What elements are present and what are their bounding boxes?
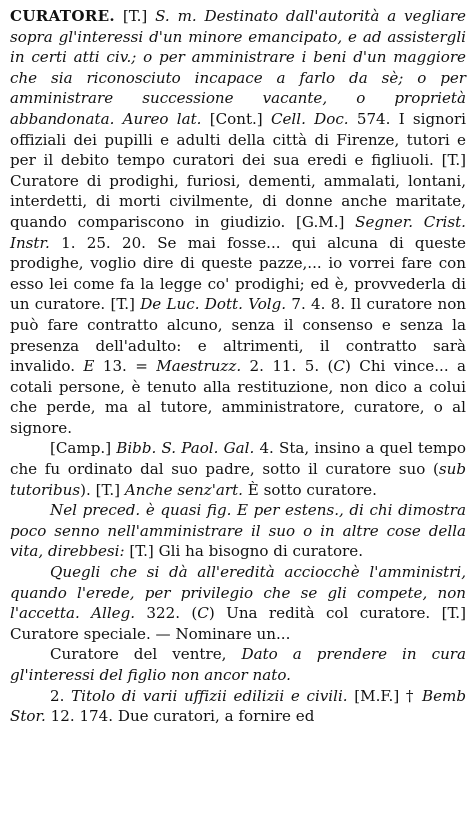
italic-text-run: Dato a prendere in cura gl'interessi del figlio non ancor nato. <box>10 645 467 684</box>
italic-text-run: sub tutoribus <box>10 460 466 499</box>
entry-inheritance-paragraph <box>10 562 466 644</box>
text-run: ). [T.] <box>80 480 125 499</box>
text-run: 7. 4. 8. Il curatore non può fare contratto alcuno, senza il consenso e senza la presenza dell'adulto: e altrimenti, il contratto sarà invalido. <box>10 295 466 376</box>
entry-ventre-paragraph <box>10 644 466 685</box>
text-run: 322. ( <box>135 604 198 623</box>
italic-text-run: Bemb Stor. <box>10 686 467 726</box>
text-run: [T.] Gli ha bisogno di curatore. <box>124 542 363 561</box>
text-run: 13. = <box>94 357 157 376</box>
italic-text-run: Titolo di varii uffizii edilizii e civili. <box>71 686 348 705</box>
italic-text-run: Maestruzz. <box>156 357 242 376</box>
text-run: ) Una redità col curatore. [T.] Curatore speciale. — Nominare un... <box>10 604 466 643</box>
italic-text-run: E <box>83 357 95 376</box>
text-run: ) Chi vince... a cotali persone, è tenuto alla restituzione, non dico a colui che perde, ma al tutore, amministratore, curatore, o al signore. <box>10 357 467 437</box>
headword: CURATORE. <box>10 7 115 25</box>
italic-text-run: Anche senz'art. <box>124 480 243 499</box>
italic-text-run: S. m. Destinato dall'autorità a vegliare sopra gl'interessi d'un minore emancipato, e ad assistergli in certi atti civ.; o per amministrare i beni d'un maggiore che sia riconosciuto incapace a farlo da sè; o per amministrare successione vacante, o proprietà abbandonata. Aureo lat. <box>10 7 466 128</box>
italic-text-run: Quegli che si dà all'eredità acciocchè l'amministri, quando l'erede, per privilegio che se gli compete, non l'accetta. Alleg. <box>10 563 466 623</box>
text-run: [T.] <box>115 7 156 25</box>
text-run: [Camp.] <box>50 439 117 458</box>
italic-text-run: Cell. Doc. <box>270 109 349 128</box>
italic-text-run: Segner. Crist. Instr. <box>10 212 466 252</box>
entry-definition-paragraph <box>10 6 466 438</box>
text-run: [Cont.] <box>201 109 271 128</box>
italic-text-run: C <box>197 604 209 623</box>
text-run: È sotto curatore. <box>242 480 377 499</box>
text-run: 4. Sta, insino a quel tempo che fu ordinato dal suo padre, sotto il curatore suo ( <box>10 439 466 479</box>
text-run: Curatore del ventre, <box>50 645 242 664</box>
italic-text-run: Bibb. S. Paol. Gal. <box>116 439 255 458</box>
text-run: 12. 174. Due curatori, a fornire ed <box>45 707 315 726</box>
text-run: 1. 25. 20. Se mai fosse... qui alcuna di queste prodighe, voglio dire di queste pazze,... io vorrei fare con esso lei come fa la legge co' prodighi; ed è, provvederla di un curatore. [T.] <box>10 233 466 314</box>
text-run: 574. I signori offiziali dei pupilli e adulti della città di Firenze, tutori e per il debito tempo curatori dei sua eredi e figliuoli. [T.] Curatore di prodighi, furiosi, dementi, ammalati, lontani, interdetti, di morti civilmente, di donne anche maritate, quando compariscono in giudizio. [G.M.] <box>10 109 467 231</box>
text-run: 2. 11. 5. ( <box>241 357 334 376</box>
text-run: [M.F.] † <box>347 686 423 705</box>
italic-text-run: Nel preced. è quasi fig. E per estens., di chi dimostra poco senno nell'amministrare il suo o in altre cose della vita, direbbesi: <box>10 501 466 561</box>
entry-sense-2-paragraph <box>10 686 466 727</box>
entry-citation-paragraph <box>10 438 466 500</box>
italic-text-run: De Luc. Dott. Volg. <box>140 295 287 314</box>
italic-text-run: C <box>333 357 345 376</box>
text-run: 2. <box>50 686 72 705</box>
entry-figurative-paragraph <box>10 500 466 562</box>
